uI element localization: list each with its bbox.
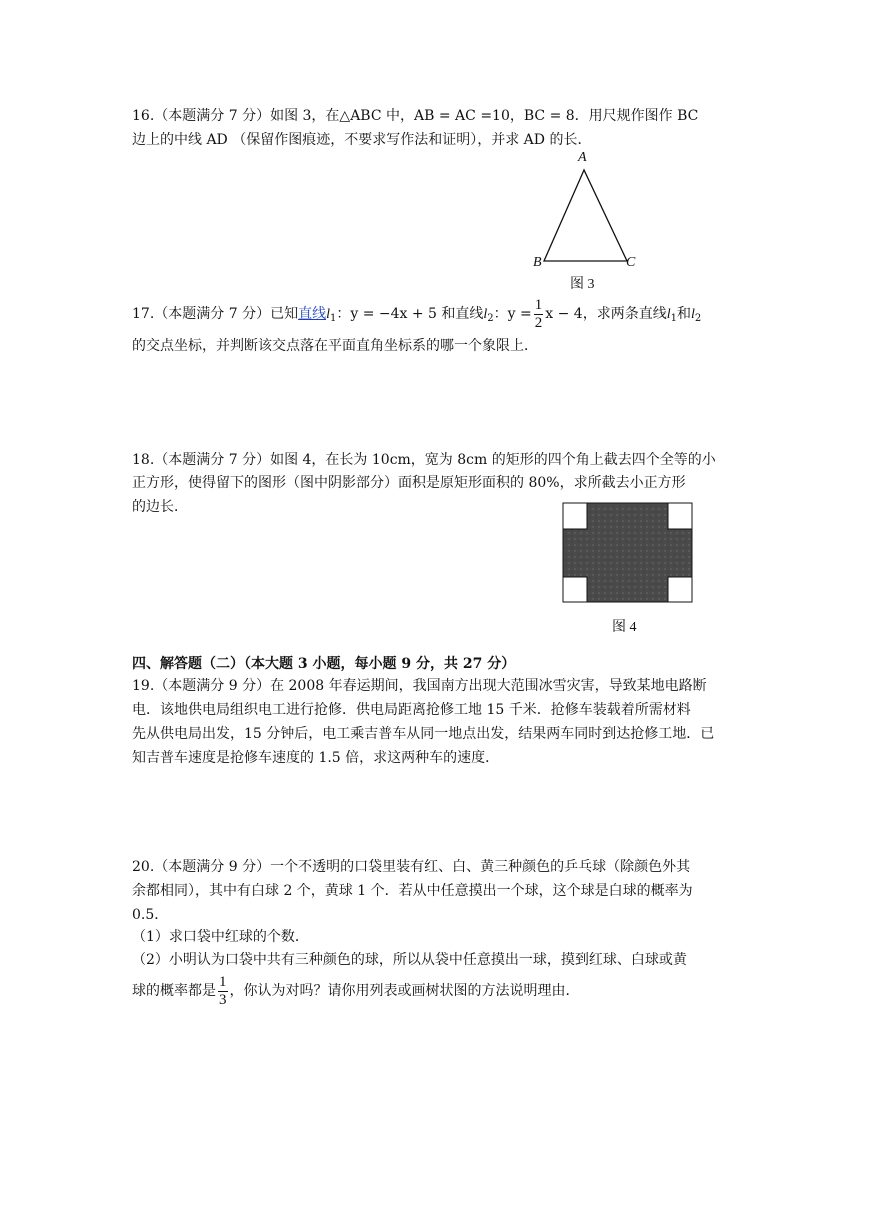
section-heading: 四、解答题（二）（本大题 3 小题，每小题 9 分，共 27 分） xyxy=(132,656,516,672)
q20-line4: （1）求口袋中红球的个数． xyxy=(132,929,309,945)
q17-eq1: ：y = −4x + 5 和直线 xyxy=(336,306,484,322)
q17-l2-symbol: l xyxy=(483,307,488,322)
q20-line6: 球的概率都是 $\frac{1}{3}$ ，你认为对吗？请你用列表或画树状图的方法说明理由． xyxy=(132,973,580,1008)
q17-eq2a: ：y = xyxy=(493,306,532,322)
q17-l1-symbol: l xyxy=(326,307,330,322)
q17-l2-subscript: 2 xyxy=(487,313,494,324)
vertex-c-label: C xyxy=(626,255,636,270)
q19-line3: 先从供电局出发，15 分钟后，电工乘吉普车从同一地点出发，结果两车同时到达抢修工地．已 xyxy=(132,726,715,742)
rectangle-figure xyxy=(562,502,694,604)
q19-line1: 19.（本题满分 9 分）在 2008 年春运期间，我国南方出现大范围冰雪灾害，导致某地电路断 xyxy=(132,678,707,694)
q20-line2: 余都相同），其中有白球 2 个，黄球 1 个．若从中任意摸出一个球，这个球是白球的概率为 xyxy=(132,883,693,899)
q20-line5: （2）小明认为口袋中共有三种颜色的球，所以从袋中任意摸出一球，摸到红球、白球或黄 xyxy=(132,952,687,968)
q17-eq2b: x − 4，求两条直线 xyxy=(545,306,667,322)
q17-l2b-symbol: l xyxy=(690,307,695,322)
vertex-b-label: B xyxy=(533,255,542,270)
line-link[interactable]: 直线 xyxy=(298,306,327,322)
q16-line1: 16.（本题满分 7 分）如图 3，在△ABC 中，AB = AC =10，BC = 8．用尺规作图作 BC xyxy=(132,108,699,124)
q16-line2: 边上的中线 AD （保留作图痕迹，不要求写作法和证明），并求 AD 的长． xyxy=(132,132,592,148)
q19-line4: 知吉普车速度是抢修车速度的 1.5 倍，求这两种车的速度． xyxy=(132,750,500,766)
q17-line1: 17.（本题满分 7 分）已知直线$l_1$：y = −4x + 5 和直线$l_2$：y = $\frac{1}{2}$ x − 4，求两条直线$l_1$和$l_2$ xyxy=(132,296,702,331)
q18-line2: 正方形，使得留下的图形（图中阴影部分）面积是原矩形面积的 80%，求所截去小正方形 xyxy=(132,475,686,491)
q18-line1: 18.（本题满分 7 分）如图 4，在长为 10cm，宽为 8cm 的矩形的四个角上截去四个全等的小 xyxy=(132,452,716,468)
q17-prefix: 17.（本题满分 7 分）已知 xyxy=(132,306,299,322)
q17-l1b-symbol: l xyxy=(666,307,671,322)
q17-fraction: $\frac{1}{2}$ xyxy=(534,296,543,331)
q20-line1: 20.（本题满分 9 分）一个不透明的口袋里装有红、白、黄三种颜色的乒乓球（除颜色外其 xyxy=(132,859,691,875)
q20-fraction: $\frac{1}{3}$ xyxy=(219,973,227,1008)
q17-line2: 的交点坐标，并判断该交点落在平面直角坐标系的哪一个象限上． xyxy=(132,338,538,354)
triangle-figure xyxy=(530,150,640,275)
q17-and: 和 xyxy=(676,306,691,322)
q19-line2: 电．该地供电局组织电工进行抢修．供电局距离抢修工地 15 千米．抢修车装载着所需材料 xyxy=(132,702,691,718)
q17-l1-subscript: 1 xyxy=(329,313,337,324)
figure-3-caption: 图 3 xyxy=(570,277,595,292)
q18-line3: 的边长． xyxy=(132,499,188,515)
vertex-a-label: A xyxy=(578,150,587,165)
q20-line3: 0.5． xyxy=(132,907,169,923)
figure-4-caption: 图 4 xyxy=(612,620,637,635)
